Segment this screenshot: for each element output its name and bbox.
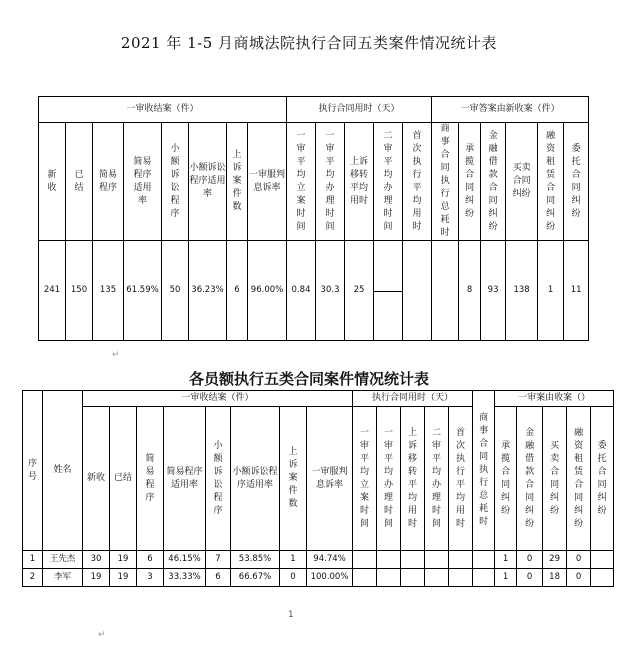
value-small: 50 — [162, 241, 189, 341]
row1-appeal-transfer — [401, 551, 425, 569]
header-closed: 已结 — [74, 169, 84, 193]
row2-satisfaction: 100.00% — [307, 569, 353, 587]
row1-small-rate: 53.85% — [231, 551, 280, 569]
paragraph-mark: ↵ — [112, 350, 120, 360]
header-new: 新收 — [47, 169, 57, 193]
header2-simple-rate: 简易程序适用率 — [166, 466, 203, 490]
value-simple: 135 — [93, 241, 124, 341]
page-number: 1 — [288, 610, 294, 620]
header2-contracting: 承揽合同纠纷 — [501, 440, 511, 516]
row1-simple: 6 — [137, 551, 164, 569]
value-appeal-transfer: 25 — [345, 241, 374, 341]
row1-small: 7 — [206, 551, 231, 569]
row1-lease: 0 — [567, 551, 591, 569]
row1-appeal: 1 — [280, 551, 307, 569]
header-name: 姓名 — [43, 391, 83, 551]
header-simple-rate: 简易程序适用率 — [133, 156, 152, 206]
row1-new: 30 — [83, 551, 110, 569]
header-total-exec: 商事合同执行总耗时 — [440, 124, 450, 238]
group-case-cause: 一审答案由新收案（件） — [432, 97, 589, 123]
value-appeal: 6 — [227, 241, 248, 341]
header-avg-file: 一审平均立案时间 — [296, 130, 306, 232]
header2-finance-loan: 金融借款合同纠纷 — [525, 427, 535, 529]
row1-closed: 19 — [110, 551, 137, 569]
header2-lease: 融资租赁合同纠纷 — [574, 427, 584, 529]
value-small-rate: 36.23% — [189, 241, 227, 341]
header2-appeal-transfer: 上诉移转平均用时 — [408, 427, 418, 529]
row1-second-avg — [425, 551, 449, 569]
header-small-rate: 小额诉讼程序适用率 — [189, 163, 226, 199]
row2-small-rate: 66.67% — [231, 569, 280, 587]
header2-first-exec: 首次执行平均用时 — [456, 427, 466, 529]
row1-contracting: 1 — [495, 551, 517, 569]
value-lease: 1 — [538, 241, 564, 341]
value-total-exec — [432, 241, 459, 341]
row1-first-exec — [449, 551, 473, 569]
value-avg-file: 0.84 — [287, 241, 316, 341]
header-small: 小额诉讼程序 — [170, 143, 180, 219]
row1-sale: 29 — [543, 551, 567, 569]
group-first-instance: 一审收结案（件） — [39, 97, 287, 123]
group-exec-time: 执行合同用时（天） — [287, 97, 432, 123]
header2-avg-file: 一审平均立案时间 — [360, 427, 370, 529]
header-contracting: 承揽合同纠纷 — [465, 143, 475, 219]
header-avg-handle: 一审平均办理时间 — [325, 130, 335, 232]
value-first-exec — [403, 241, 432, 341]
header2-commission: 委托合同纠纷 — [597, 440, 607, 516]
row1-simple-rate: 46.15% — [164, 551, 206, 569]
value-sale: 138 — [506, 241, 538, 341]
table1-title: 2021 年 1-5 月商城法院执行合同五类案件情况统计表 — [120, 34, 498, 52]
row2-seq: 2 — [23, 569, 43, 587]
row2-simple: 3 — [137, 569, 164, 587]
row1-satisfaction: 94.74% — [307, 551, 353, 569]
table-row — [23, 551, 614, 569]
value-new: 241 — [39, 241, 66, 341]
row2-lease: 0 — [567, 569, 591, 587]
value-finance-loan: 93 — [481, 241, 506, 341]
header-appeal: 上诉案件数 — [232, 150, 242, 212]
header2-second-avg: 二审平均办理时间 — [432, 427, 442, 529]
row1-avg-handle — [377, 551, 401, 569]
value-simple-rate: 61.59% — [124, 241, 162, 341]
row2-new: 19 — [83, 569, 110, 587]
header2-new: 新收 — [86, 473, 105, 483]
header-lease: 融资租赁合同纠纷 — [546, 130, 556, 232]
header-sale: 买卖合同纠纷 — [512, 163, 531, 199]
header2-small-rate: 小额诉讼程序适用率 — [232, 466, 278, 490]
judge-statistics-table — [22, 390, 614, 587]
row1-avg-file — [353, 551, 377, 569]
group2-first-instance: 一审收结案（件） — [83, 391, 353, 407]
table-row — [23, 569, 614, 587]
value-commission: 11 — [564, 241, 589, 341]
table1-data-row — [39, 241, 589, 341]
row1-commission — [591, 551, 614, 569]
header2-small: 小额诉讼程序 — [213, 440, 223, 516]
row2-appeal-transfer — [401, 569, 425, 587]
header2-total-exec: 商事合同执行总耗时 — [479, 413, 489, 527]
header2-appeal: 上诉案件数 — [288, 447, 298, 509]
row2-name: 李军 — [43, 569, 83, 587]
header2-avg-handle: 一审平均办理时间 — [384, 427, 394, 529]
header-commission: 委托合同纠纷 — [571, 143, 581, 219]
row1-name: 王先杰 — [43, 551, 83, 569]
row1-seq: 1 — [23, 551, 43, 569]
row2-sale: 18 — [543, 569, 567, 587]
row2-avg-handle — [377, 569, 401, 587]
row2-simple-rate: 33.33% — [164, 569, 206, 587]
table2-title: 各员额执行五类合同案件情况统计表 — [188, 370, 429, 388]
header-finance-loan: 金融借款合同纠纷 — [488, 130, 498, 232]
header-second-avg: 二审平均办理时间 — [383, 130, 393, 232]
row2-finance-loan: 0 — [517, 569, 543, 587]
row2-appeal: 0 — [280, 569, 307, 587]
row2-commission — [591, 569, 614, 587]
group2-case-cause: 一审案由收案（） — [495, 391, 614, 407]
value-second-avg-cell — [374, 241, 403, 341]
value-avg-handle: 30.3 — [316, 241, 345, 341]
split-line — [374, 291, 402, 292]
row1-total-exec — [473, 551, 495, 569]
group2-exec-time: 执行合同用时（天） — [353, 391, 473, 407]
header-first-exec: 首次执行平均用时 — [412, 130, 422, 232]
header2-closed: 已结 — [113, 473, 132, 483]
header-satisfaction: 一审服判息诉率 — [249, 169, 286, 193]
row2-total-exec — [473, 569, 495, 587]
header2-simple: 简易程序 — [145, 453, 155, 503]
value-satisfaction: 96.00% — [248, 241, 287, 341]
row2-first-exec — [449, 569, 473, 587]
header2-sale: 买卖合同纠纷 — [550, 440, 560, 516]
row2-closed: 19 — [110, 569, 137, 587]
header-simple: 简易程序 — [98, 169, 117, 193]
row1-finance-loan: 0 — [517, 551, 543, 569]
header2-satisfaction: 一审服判息诉率 — [311, 466, 348, 490]
court-statistics-table — [38, 96, 589, 341]
value-closed: 150 — [66, 241, 93, 341]
paragraph-mark-bottom: ↵ — [98, 630, 106, 640]
value-contracting: 8 — [459, 241, 481, 341]
header-seq: 序号 — [27, 458, 37, 482]
row2-small: 6 — [206, 569, 231, 587]
row2-contracting: 1 — [495, 569, 517, 587]
header-appeal-transfer: 上诉移转平均用时 — [350, 156, 369, 206]
row2-avg-file — [353, 569, 377, 587]
row2-second-avg — [425, 569, 449, 587]
